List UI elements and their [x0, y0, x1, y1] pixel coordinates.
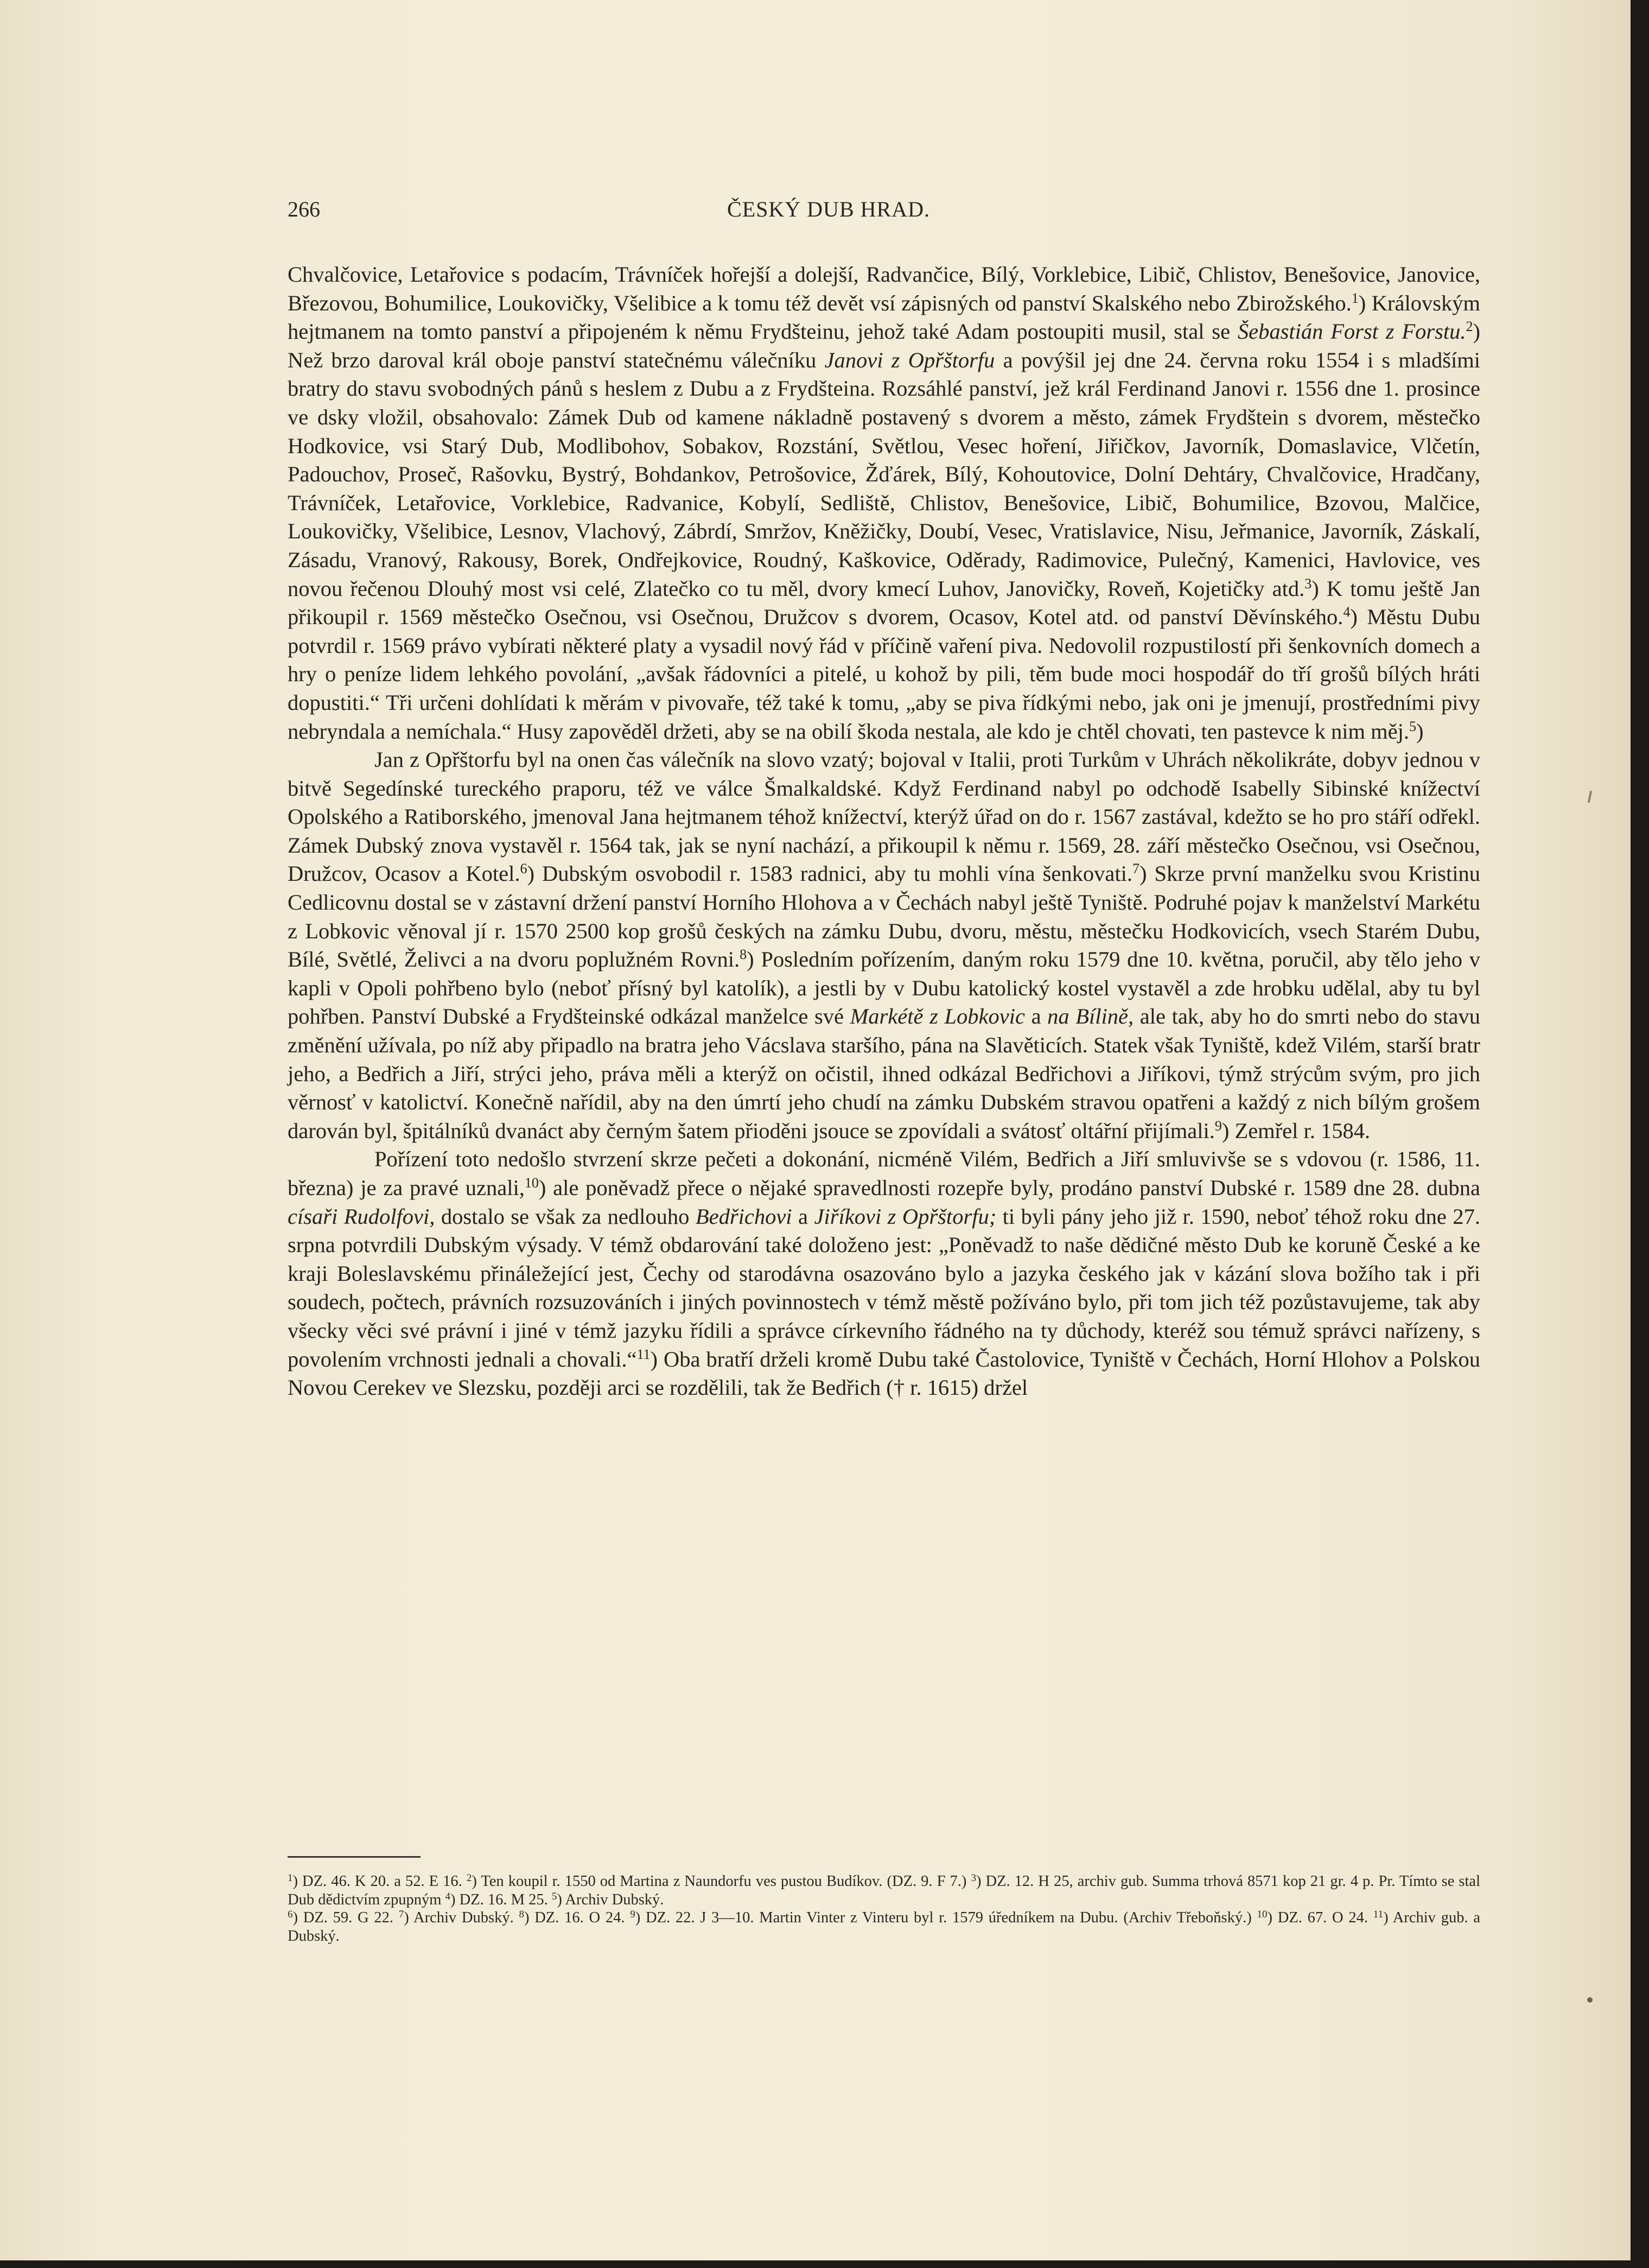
- paragraph: Pořízení toto nedošlo stvrzení skrze pečeti a dokonání, nicméně Vilém, Bedřich a Jiří smluvivše se s vdovou (r. 1586, 11. března) je za pravé uznali,$^{10}$) ale poněvadž přece o nějaké spravedlnosti rozepře byly, prodáno panství Dubské r. 1589 dne 28. dubna císaři Rudolfovi, dostalo se však za nedlouho Bedřichovi a Jiříkovi z Opřštorfu; ti byli pány jeho již r. 1590, neboť téhož roku dne 27. srpna potvrdili Dubským výsady. V témž obdarování také doloženo jest: „Poněvadž to naše dědičné město Dub ke koruně České a ke kraji Boleslavskému přináležející jest, Čechy od starodávna osazováno bylo a jazyka českého jak v kázání slova božího tak i při soudech, počtech, právních rozsuzováních i jiných povinnostech v témž městě požíváno bylo, při tom jich též pozůstavujeme, tak aby všecky věci své právní i jiné v témž jazyku řídili a správce církevního řádného na ty důchody, kteréž sou témuž správci nařízeny, s povolením vrchnosti jednali a chovali.“$^{11}$) Oba bratří drželi kromě Dubu také Častolovice, Tyniště v Čechách, Horní Hlohov a Polskou Novou Cerekev ve Slezsku, později arci se rozdělili, tak že Bedřich († r. 1615) držel: [288, 1147, 1480, 1400]
- footnote-divider: [288, 1856, 421, 1858]
- person-name: Šebastián Forst z Forstu.: [1237, 319, 1466, 344]
- person-name: císaři Rudolfovi,: [288, 1204, 435, 1229]
- footnote-ref: 3: [1304, 575, 1312, 592]
- footnote-number: 1: [288, 1872, 293, 1884]
- footnote-ref: 5: [1409, 718, 1416, 734]
- footnote-number: 5: [551, 1890, 557, 1902]
- footnote-ref: 7: [1132, 861, 1139, 877]
- footnote-number: 3: [971, 1872, 976, 1884]
- footnote-ref: 8: [740, 946, 747, 963]
- footnote-number: 9: [630, 1909, 635, 1921]
- footnote-ref: 9: [1214, 1117, 1222, 1134]
- footnote-ref: 6: [520, 861, 527, 877]
- person-name: Jiříkovi z Opřštorfu;: [814, 1204, 997, 1229]
- paragraph: Chvalčovice, Letařovice s podacím, Trávníček hořejší a dolejší, Radvančice, Bílý, Vorklebice, Libič, Chlistov, Benešovice, Janovice, Březovou, Bohumilice, Loukovičky, Všelibice a k tomu též devět vsí zápisných od panství Skalského nebo Zbirožského.$^1$) Královským hejtmanem na tomto panství a připojeném k němu Frydšteinu, jehož také Adam postoupiti musil, stal se Šebastián Forst z Forstu.$^2$) Než brzo daroval král oboje panství statečnému válečníku Janovi z Opřštorfu a povýšil jej dne 24. června roku 1554 i s mladšími bratry do stavu svobodných pánů s heslem z Dubu a z Frydšteina. Rozsáhlé panství, jež král Ferdinand Janovi r. 1556 dne 1. prosince ve dsky vložil, obsahovalo: Zámek Dub od kamene nákladně postavený s dvorem a město, zámek Frydštein s dvorem, městečko Hodkovice, vsi Starý Dub, Modlibohov, Sobakov, Rozstání, Světlou, Vesec hoření, Jiřičkov, Javorník, Domaslavice, Vlčetín, Padouchov, Proseč, Rašovku, Bystrý, Bohdankov, Petrošovice, Žďárek, Bílý, Kohoutovice, Dolní Dehtáry, Chvalčovice, Hradčany, Trávníček, Letařovice, Vorklebice, Radvanice, Kobylí, Sedliště, Chlistov, Benešovice, Libič, Bohumilice, Bzovou, Malčice, Loukovičky, Všelibice, Lesnov, Vlachový, Zábrdí, Smržov, Kněžičky, Doubí, Vesec, Vratislavice, Nisu, Jeřmanice, Javorník, Záskalí, Zásadu, Vranový, Rakousy, Borek, Ondřejkovice, Roudný, Kaškovice, Oděrady, Radimovice, Pulečný, Kamenici, Havlovice, ves novou řečenou Dlouhý most vsi celé, Zlatečko co tu měl, dvory kmecí Luhov, Janovičky, Roveň, Kojetičky atd.$^3$) K tomu ještě Jan přikoupil r. 1569 městečko Osečnou, vsi Osečnou, Družcov s dvorem, Ocasov, Kotel atd. od panství Děvínského.$^4$) Městu Dubu potvrdil r. 1569 právo vybírati některé platy a vysadil nový řád v příčině vaření piva. Nedovolil rozpustilostí při šenkovních domech a hry o peníze lidem lehkého povolání, „avšak řádovníci a pitelé, u kohož by pili, těm bude moci hospodář do tří grošů bílých hráti dopustiti.“ Tři určeni dohlídati k měrám v pivovaře, též také k tomu, „aby se piva řídkými nebo, jak oni je jmenují, prostředními pivy nebryndala a nemíchala.“ Husy zapověděl držeti, aby se na obilí škoda nestala, ale kdo je chtěl chovati, ten pastevce k nim měj.$^5$): [288, 262, 1481, 744]
- footnote-ref: 1: [1351, 290, 1359, 306]
- running-head: ČESKÝ DUB HRAD.: [727, 197, 930, 221]
- footnote-number: 10: [1257, 1909, 1268, 1921]
- paragraph: Jan z Opřštorfu byl na onen čas válečník na slovo vzatý; bojoval v Italii, proti Turkům v Uhrách několikráte, dobyv jednou v bitvě Segedínské tureckého praporu, též ve válce Šmalkaldské. Když Ferdinand nabyl po odchodě Isabelly Sibinské knížectví Opolského a Ratiborského, jmenoval Jana hejtmanem téhož knížectví, kterýž úřad on do r. 1567 zastával, kdežto se ho pro stáří odřekl. Zámek Dubský znova vystavěl r. 1564 tak, jak se nyní nachází, a přikoupil k němu r. 1569, 28. září městečko Osečnou, vsi Osečnou, Družcov, Ocasov a Kotel.$^6$) Dubským osvobodil r. 1583 radnici, aby tu mohli vína šenkovati.$^7$) Skrze první manželku svou Kristinu Cedlicovnu dostal se v zástavní držení panství Horního Hlohova a v Čechách nabyl ještě Tyniště. Podruhé pojav k manželství Markétu z Lobkovic věnoval jí r. 1570 2500 kop grošů českých na zámku Dubu, dvoru, městu, městečku Hodkovicích, vsech Starém Dubu, Bílé, Světlé, Želivci a na dvoru poplužném Rovni.$^8$) Posledním pořízením, daným roku 1579 dne 10. května, poručil, aby tělo jeho v kapli v Opoli pohřbeno bylo (neboť přísný byl katolík), a jestli by v Dubu katolický kostel vystavěl a zde hrobku udělal, aby tu byl pohřben. Panství Dubské a Frydšteinské odkázal manželce své Markétě z Lobkovic a na Bílině, ale tak, aby ho do smrti nebo do stavu změnění užívala, po níž aby připadlo na bratra jeho Vácslava staršího, pána na Slavěticích. Statek však Tyniště, kdež Vilém, starší bratr jeho, a Bedřich a Jiří, strýci jeho, práva měli a kterýž on očistil, ihned odkázal Bedřichovi a Jiříkovi, týmž strýcům svým, pro jich věrnosť v katolictví. Konečně nařídil, aby na den úmrtí jeho chudí na zámku Dubském stravou opatřeni a každý z nich bílým grošem darován byl, špitálníků dvanáct aby černým šatem přioděni jsouce se zpovídali a svátosť oltářní přijímali.$^9$) Zemřel r. 1584.: [288, 747, 1480, 1143]
- page-header: [288, 196, 1370, 229]
- footnote-number: 8: [519, 1909, 524, 1921]
- footnote-number: 11: [1373, 1909, 1384, 1921]
- footnote-number: 4: [445, 1890, 450, 1902]
- footnote-ref: 10: [524, 1175, 539, 1191]
- footnote-ref: 11: [636, 1346, 651, 1362]
- footnote-number: 2: [466, 1872, 472, 1884]
- body-text: [288, 261, 1480, 1402]
- place-name: na Bílině,: [1047, 1004, 1134, 1029]
- footnotes: $^1$) DZ. 46. K 20. a 52. E 16. $^2$) Ten koupil r. 1550 od Martina z Naundorfu ves pustou Budíkov. (DZ. 9. F 7.) $^3$) DZ. 12. H 25, archiv gub. Summa trhová 8571 kop 21 gr. 4 p. Pr. Tímto se stal Dub dědictvím zpupným $^4$) DZ. 16. M 25. $^5$) Archiv Dubský. $^6$) DZ. 59. G 22. $^7$) Archiv Dubský. $^8$) DZ. 16. O 24. $^9$) DZ. 22. J 3—10. Martin Vinter z Vinteru byl r. 1579 úředníkem na Dubu. (Archiv Třeboňský.) $^{10}$) DZ. 67. O 24. $^{11}$) Archiv gub. a Dubský.: [288, 1872, 1481, 1945]
- person-name: Markétě z Lobkovic: [850, 1004, 1025, 1029]
- page-number: 266: [288, 197, 320, 221]
- person-name: Janovi z Opřštorfu: [824, 347, 995, 372]
- footnote-number: 6: [288, 1909, 293, 1921]
- footnote-ref: 4: [1343, 604, 1351, 620]
- margin-mark: [1588, 791, 1592, 803]
- footnote-number: 7: [398, 1909, 404, 1921]
- margin-speck: [1587, 1997, 1593, 2003]
- footnote-ref: 2: [1466, 319, 1473, 335]
- person-name: Bedřichovi: [695, 1204, 792, 1229]
